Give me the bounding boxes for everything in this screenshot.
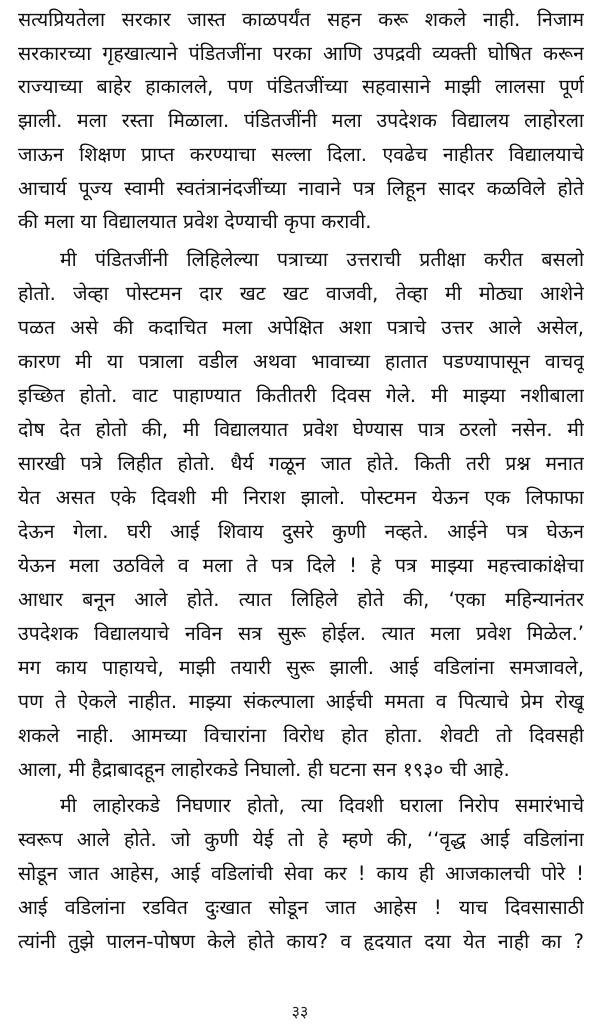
text-line: होतो. जेव्हा पोस्टमन दार खट खट वाजवी, तेव्हा मी मोठ्या आशेने bbox=[18, 282, 584, 305]
text-line: झाली. मला रस्ता मिळाला. पंडितजींनी मला उपदेशक विद्यालय लाहोरला bbox=[18, 109, 584, 132]
text-line: पण ते ऐकले नाहीत. माझ्या संकल्पाला आईची ममता व पित्याचे प्रेम रोखू bbox=[18, 690, 584, 713]
text-line: आई वडिलांना रडवित दुःखात सोडून जात आहेस ! याच दिवसासाठी bbox=[18, 896, 584, 919]
text-line: कारण मी या पत्राला वडील अथवा भावाच्या हातात पडण्यापासून वाचवू bbox=[18, 350, 584, 373]
paragraph-first-line: मी लाहोरकडे निघणार होतो, त्या दिवशी घराला निरोप समारंभाचे bbox=[60, 794, 584, 817]
text-line: येऊन मला उठविले व मला ते पत्र दिले ! हे पत्र माझ्या महत्त्वाकांक्षेचा bbox=[18, 554, 584, 577]
text-line: सारखी पत्रे लिहीत होतो. धैर्य गळून जात होते. किती तरी प्रश्न मनात bbox=[18, 452, 584, 475]
text-line: देऊन गेला. घरी आई शिवाय दुसरे कुणी नव्हते. आईने पत्र घेऊन bbox=[18, 520, 584, 543]
text-line: सत्यप्रियतेला सरकार जास्त काळपर्यंत सहन करू शकले नाही. निजाम bbox=[18, 8, 584, 31]
text-line: उपदेशक विद्यालयाचे नविन सत्र सुरू होईल. त्यात मला प्रवेश मिळेल.’ bbox=[18, 622, 584, 645]
text-line: सोडून जात आहेस, आई वडिलांची सेवा कर ! काय ही आजकालची पोरे ! bbox=[18, 862, 584, 885]
text-line: शकले नाही. आमच्या विचारांना विरोध होत होता. शेवटी तो दिवसही bbox=[18, 724, 584, 747]
text-line: सरकारच्या गृहखात्याने पंडितजींना परका आणि उपद्रवी व्यक्ती घोषित करून bbox=[18, 42, 584, 65]
text-line: दोष देत होतो की, मी विद्यालयात प्रवेश घेण्यास पात्र ठरलो नसेन. मी bbox=[18, 418, 584, 441]
text-line: त्यांनी तुझे पालन-पोषण केले होते काय? व हृदयात दया येत नाही का ? bbox=[18, 930, 584, 953]
text-line: जाऊन शिक्षण प्राप्त करण्याचा सल्ला दिला. एवढेच नाहीतर विद्यालयाचे bbox=[18, 143, 584, 166]
paragraph-first-line: मी पंडितजींनी लिहिलेल्या पत्राच्या उत्तराची प्रतीक्षा करीत बसलो bbox=[60, 248, 584, 271]
page-number: ३३ bbox=[291, 1002, 309, 1021]
text-line: इच्छित होतो. वाट पाहाण्यात कितीतरी दिवस गेले. मी माझ्या नशीबाला bbox=[18, 384, 584, 407]
text-line: स्वरूप आले होते. जो कुणी येई तो हे म्हणे की, ‘‘वृद्ध आई वडिलांना bbox=[18, 828, 584, 851]
text-line: आचार्य पूज्य स्वामी स्वतंत्रानंदजींच्या नावाने पत्र लिहून सादर कळविले होते bbox=[18, 177, 584, 200]
text-line: आधार बनून आले होते. त्यात लिहिले होते की, ‘एका महिन्यानंतर bbox=[18, 588, 584, 611]
text-line: राज्याच्या बाहेर हाकालले, पण पंडितजींच्या सहवासाने माझी लालसा पूर्ण bbox=[18, 75, 584, 98]
text-line: आला, मी हैद्राबादहून लाहोरकडे निघालो. ही घटना सन १९३० ची आहे. bbox=[18, 758, 510, 781]
text-line: येत असत एके दिवशी मी निराश झालो. पोस्टमन येऊन एक लिफाफा bbox=[18, 486, 584, 509]
text-line: मग काय पाहायचे, माझी तयारी सुरू झाली. आई वडिलांना समजावले, bbox=[18, 656, 584, 679]
text-line: की मला या विद्यालयात प्रवेश देण्याची कृपा करावी. bbox=[18, 210, 372, 233]
text-line: पळत असे की कदाचित मला अपेक्षित अशा पत्राचे उत्तर आले असेल, bbox=[18, 316, 584, 339]
